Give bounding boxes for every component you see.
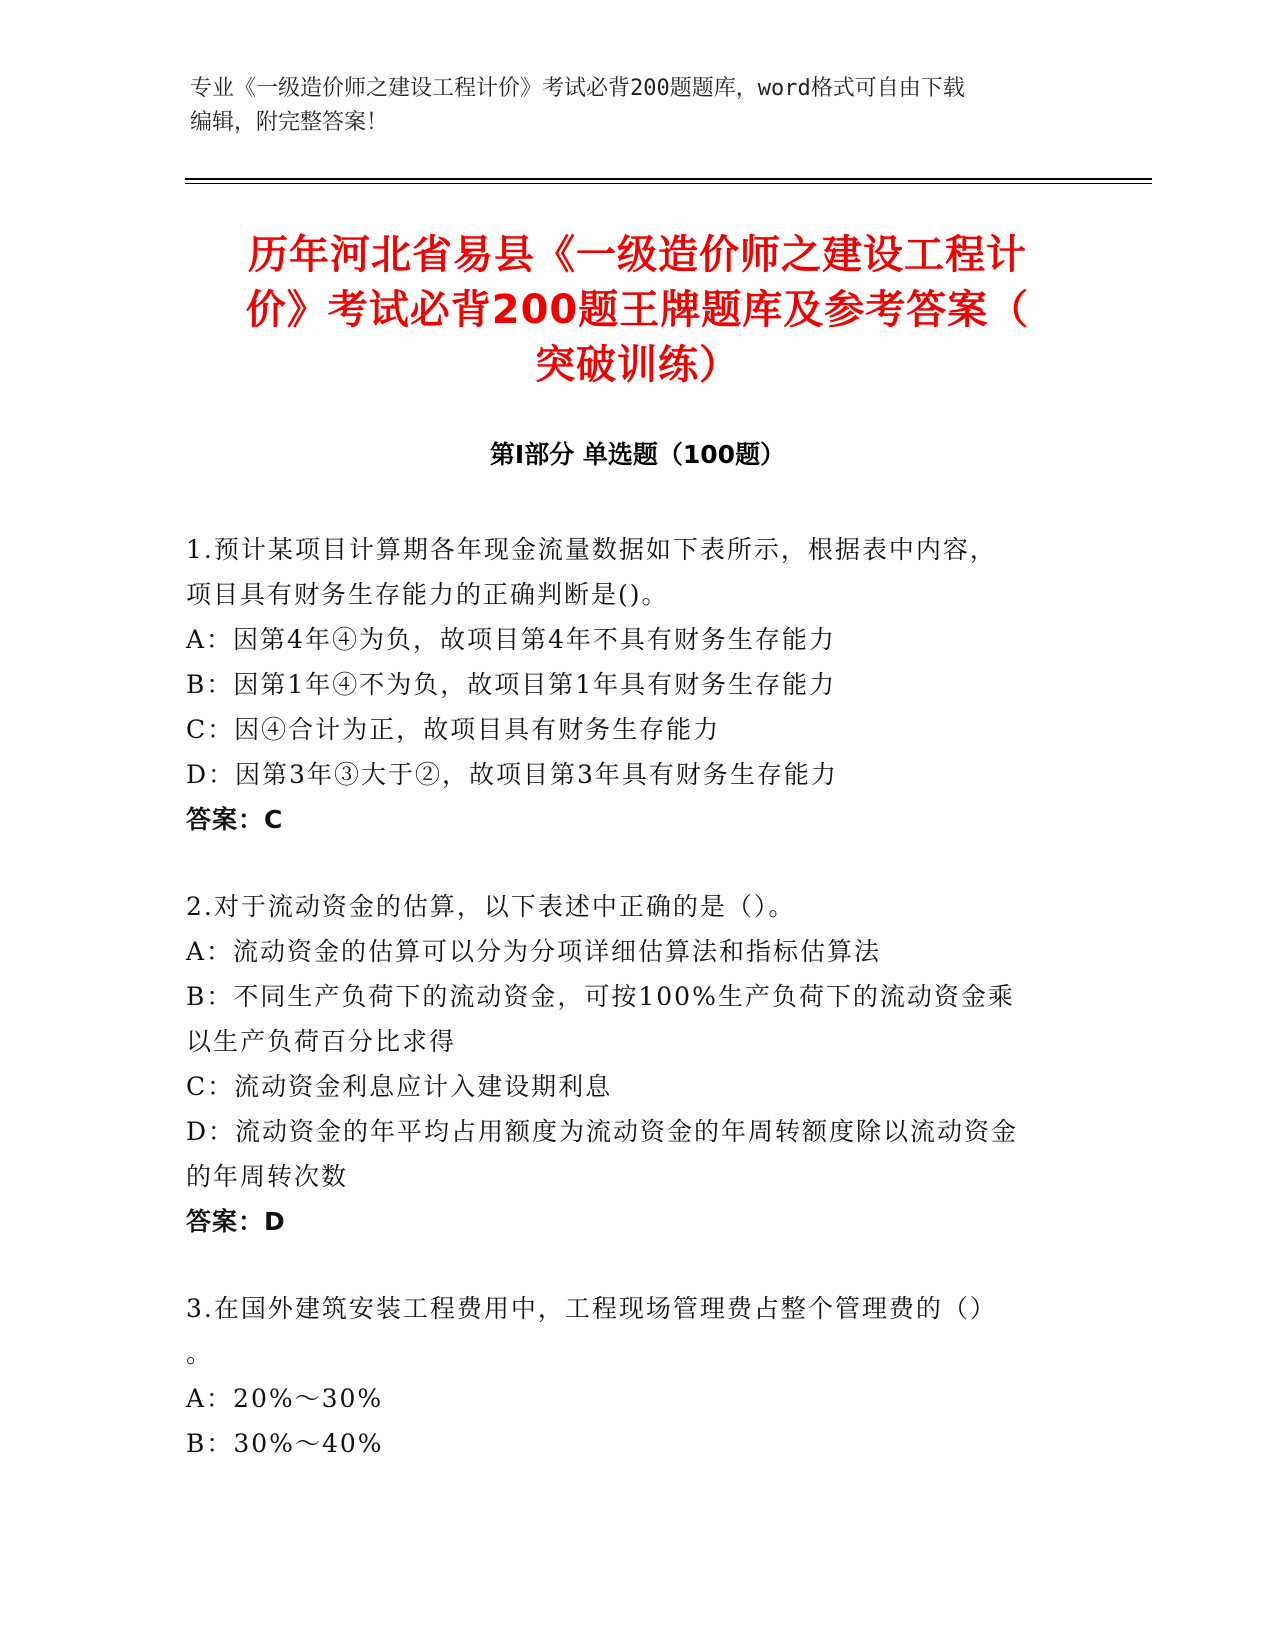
section-title: 第Ⅰ部分 单选题（100题） [489,440,786,469]
document-title [185,228,1090,393]
header-note-line-2: 编辑，附完整答案！ [190,110,389,135]
option-d-continued: 的年周转次数 [186,1162,349,1191]
option-b: B：因第1年④不为负，故项目第1年具有财务生存能力 [186,670,837,699]
question-text: 2.对于流动资金的估算，以下表述中正确的是（）。 [186,892,796,921]
document-title-line-2: 价》考试必背200题王牌题库及参考答案（ [245,287,1030,333]
question-text: 1.预计某项目计算期各年现金流量数据如下表所示，根据表中内容， [186,535,997,564]
option-b: B：不同生产负荷下的流动资金，可按100%生产负荷下的流动资金乘 [186,982,1015,1011]
question-text: 项目具有财务生存能力的正确判断是()。 [186,580,669,609]
document-title-line-1: 历年河北省易县《一级造价师之建设工程计 [248,232,1027,278]
option-a: A：因第4年④为负，故项目第4年不具有财务生存能力 [186,625,836,654]
header-divider [185,178,1152,184]
question-3 [186,1286,1086,1466]
header-note [190,72,1070,140]
option-b-continued: 以生产负荷百分比求得 [186,1027,457,1056]
question-1 [186,527,1086,842]
question-2 [186,884,1086,1244]
option-c: C：流动资金利息应计入建设期利息 [186,1072,613,1101]
header-note-line-1: 专业《一级造价师之建设工程计价》考试必背200题题库，word格式可自由下载 [190,76,965,101]
option-d: D：流动资金的年平均占用额度为流动资金的年周转额度除以流动资金 [186,1117,1019,1146]
option-a: A：20%～30% [186,1384,384,1413]
question-text: 3.在国外建筑安装工程费用中，工程现场管理费占整个管理费的（） [186,1294,997,1323]
document-title-line-3: 突破训练） [535,342,740,388]
option-b: B：30%～40% [186,1429,384,1458]
option-c: C：因④合计为正，故项目具有财务生存能力 [186,715,721,744]
answer: 答案：C [186,805,284,834]
question-list [186,527,1086,1508]
answer: 答案：D [186,1207,286,1236]
question-text: 。 [186,1339,214,1368]
option-d: D：因第3年③大于②，故项目第3年具有财务生存能力 [186,760,838,789]
option-a: A：流动资金的估算可以分为分项详细估算法和指标估算法 [186,937,882,966]
